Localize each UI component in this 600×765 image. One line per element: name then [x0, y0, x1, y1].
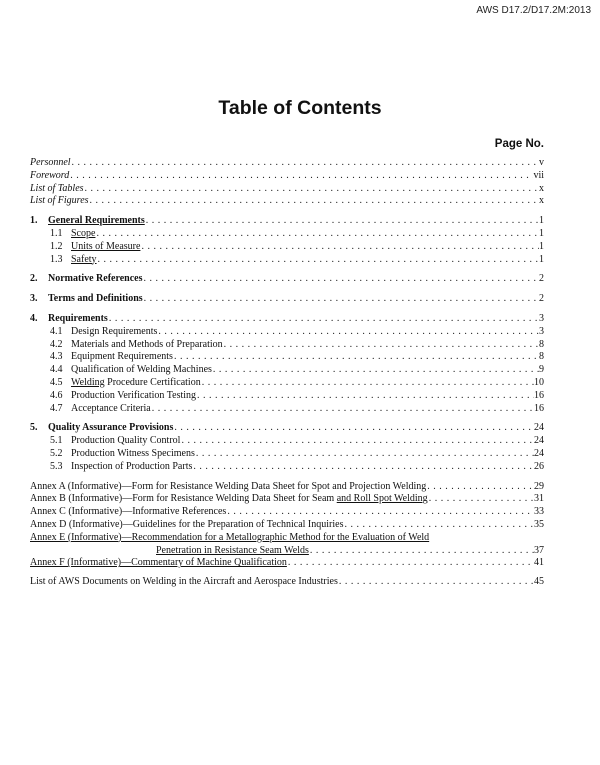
toc-subsection-4-2[interactable] [30, 339, 544, 352]
toc-list-of-aws-documents[interactable] [30, 576, 544, 589]
toc-entry-label: Annex A (Informative)—Form for Resistance Welding Data Sheet for Spot and Projection Welding [30, 480, 427, 492]
toc-annex-d[interactable] [30, 519, 544, 532]
dot-leader [145, 215, 539, 228]
subsection-number: 5.1 [50, 435, 63, 447]
toc-entry-label: Annex C (Informative)—Informative References [30, 506, 227, 518]
toc-entry-label-continued: Penetration in Resistance Seam Welds [156, 544, 309, 556]
dot-leader [212, 364, 539, 377]
section-number: 1. [30, 215, 38, 227]
section-title: Terms and Definitions [48, 293, 143, 305]
subsection-number: 5.3 [50, 460, 63, 472]
section-number: 4. [30, 312, 38, 324]
subsection-number: 5.2 [50, 447, 63, 459]
toc-entry-list-of-figures[interactable] [30, 195, 544, 208]
toc-entry-page: x [539, 182, 544, 194]
subsection-number: 4.2 [50, 338, 63, 350]
subsection-number: 4.1 [50, 325, 63, 337]
section-title: Quality Assurance Provisions [48, 422, 174, 434]
subsection-number: 4.5 [50, 376, 63, 388]
subsection-number: 1.1 [50, 227, 63, 239]
toc-subsection-4-4[interactable] [30, 364, 544, 377]
dot-leader [71, 157, 539, 170]
dot-leader [69, 170, 533, 183]
dot-leader [226, 506, 534, 519]
subsection-number: 1.2 [50, 240, 63, 252]
dot-leader [201, 377, 534, 390]
toc-annex-c[interactable] [30, 506, 544, 519]
toc-entry-page: 1 [539, 253, 544, 265]
subsection-number: 4.7 [50, 402, 63, 414]
toc-subsection-4-5[interactable] [30, 377, 544, 390]
toc-entry-page: 9 [539, 364, 544, 376]
dot-leader [223, 339, 539, 352]
subsection-title: Inspection of Production Parts [71, 460, 193, 472]
subsection-title: Production Verification Testing [71, 389, 197, 401]
dot-leader [426, 481, 534, 494]
dot-leader [309, 545, 534, 558]
toc-entry-label: Annex D (Informative)—Guidelines for the Preparation of Technical Inquiries [30, 518, 344, 530]
toc-entry-page: 26 [534, 460, 544, 472]
dot-leader [89, 195, 539, 208]
dot-leader [173, 422, 534, 435]
toc-subsection-4-6[interactable] [30, 390, 544, 403]
toc-subsection-1-3[interactable] [30, 254, 544, 267]
dot-leader [143, 293, 539, 306]
toc-entry-label: List of Figures [30, 195, 89, 207]
document-id-header: AWS D17.2/D17.2M:2013 [476, 5, 591, 16]
subsection-title: Acceptance Criteria [71, 402, 151, 414]
subsection-title: Safety [71, 253, 97, 265]
toc-entry-page: x [539, 195, 544, 207]
toc-entry-page: 45 [534, 576, 544, 588]
toc-subsection-5-2[interactable] [30, 448, 544, 461]
subsection-title: Design Requirements [71, 325, 158, 337]
subsection-title: Qualification of Welding Machines [71, 364, 212, 376]
toc-section-2[interactable] [30, 273, 544, 286]
dot-leader [143, 273, 540, 286]
toc-annex-f[interactable] [30, 557, 544, 570]
toc-entry-label-underlined: and Roll Spot Welding [336, 493, 428, 505]
toc-entry-page: 10 [534, 376, 544, 388]
toc-section-1[interactable] [30, 215, 544, 228]
toc-entry-page: 31 [534, 493, 544, 505]
toc-entry-label: Annex E (Informative)—Recommendation for a Metallographic Method for the Evaluation of Weld [30, 531, 430, 543]
toc-entry-page: 33 [534, 506, 544, 518]
dot-leader [140, 241, 539, 254]
toc-entry-page: 16 [534, 402, 544, 414]
toc-entry-label: List of Tables [30, 182, 84, 194]
toc-section-4[interactable] [30, 313, 544, 326]
toc-entry-label: Foreword [30, 169, 70, 181]
section-title: General Requirements [48, 215, 145, 227]
section-title: Requirements [48, 312, 108, 324]
toc-entry-page: 3 [539, 325, 544, 337]
toc-entry-page: 37 [534, 544, 544, 556]
toc-entry-label: List of AWS Documents on Welding in the Aircraft and Aerospace Industries [30, 576, 338, 588]
toc-subsection-4-1[interactable] [30, 326, 544, 339]
subsection-title: Materials and Methods of Preparation [71, 338, 223, 350]
subsection-title: Units of Measure [71, 240, 141, 252]
toc-entry-list-of-tables[interactable] [30, 183, 544, 196]
dot-leader [84, 183, 539, 196]
dot-leader [338, 576, 534, 589]
toc-subsection-5-1[interactable] [30, 435, 544, 448]
toc-section-3[interactable] [30, 293, 544, 306]
toc-entry-page: 1 [539, 240, 544, 252]
toc-entry-page: 24 [534, 447, 544, 459]
toc-entry-page: 8 [539, 338, 544, 350]
toc-entry-page: 8 [539, 351, 544, 363]
section-title: Normative References [48, 273, 143, 285]
dot-leader [180, 435, 534, 448]
dot-leader [428, 493, 534, 506]
dot-leader [157, 326, 539, 339]
toc-subsection-1-1[interactable] [30, 228, 544, 241]
toc-subsection-4-3[interactable] [30, 351, 544, 364]
dot-leader [95, 228, 539, 241]
subsection-title: Production Quality Control [71, 435, 181, 447]
toc-entry-page: 24 [534, 435, 544, 447]
toc-entry-page: 3 [539, 312, 544, 324]
toc-entry-foreword[interactable] [30, 170, 544, 183]
toc-entry-page: 2 [539, 273, 544, 285]
toc-subsection-5-3[interactable] [30, 461, 544, 474]
toc-entry-page: 29 [534, 480, 544, 492]
toc-entry-label: Annex B (Informative)—Form for Resistance Welding Data Sheet for Seam [30, 493, 337, 505]
table-of-contents [30, 157, 544, 589]
section-number: 2. [30, 273, 38, 285]
toc-annex-e[interactable] [30, 532, 544, 545]
toc-entry-label: Annex F (Informative)—Commentary of Machine Qualification [30, 557, 287, 569]
toc-entry-page: 16 [534, 389, 544, 401]
dot-leader [195, 448, 534, 461]
dot-leader [192, 461, 534, 474]
toc-annex-b[interactable] [30, 493, 544, 506]
toc-section-5[interactable] [30, 422, 544, 435]
toc-annex-e-continued[interactable] [30, 545, 544, 558]
subsection-number: 1.3 [50, 253, 63, 265]
dot-leader [173, 351, 539, 364]
dot-leader [151, 403, 534, 416]
subsection-number: 4.6 [50, 389, 63, 401]
toc-subsection-1-2[interactable] [30, 241, 544, 254]
toc-subsection-4-7[interactable] [30, 403, 544, 416]
subsection-title: Production Witness Specimens [71, 447, 195, 459]
dot-leader [196, 390, 534, 403]
toc-entry-page: 1 [539, 227, 544, 239]
toc-entry-page: 1 [539, 215, 544, 227]
dot-leader [97, 254, 539, 267]
toc-annex-a[interactable] [30, 481, 544, 494]
toc-entry-page: v [539, 157, 544, 168]
page-title: Table of Contents [218, 97, 382, 119]
page-no-heading: Page No. [494, 138, 544, 150]
toc-entry-page: 24 [534, 422, 544, 434]
subsection-title-underlined: Welding [71, 376, 105, 388]
subsection-number: 4.3 [50, 351, 63, 363]
toc-entry-page: 35 [534, 518, 544, 530]
subsection-title: Equipment Requirements [71, 351, 173, 363]
toc-entry-page: 2 [539, 293, 544, 305]
toc-entry-label: Personnel [30, 157, 71, 168]
subsection-title: Procedure Certification [104, 376, 201, 388]
subsection-number: 4.4 [50, 364, 63, 376]
dot-leader [343, 519, 534, 532]
section-number: 3. [30, 293, 38, 305]
subsection-title: Scope [71, 227, 96, 239]
dot-leader [108, 313, 539, 326]
section-number: 5. [30, 422, 38, 434]
toc-entry-page: vii [533, 169, 544, 181]
dot-leader [287, 557, 534, 570]
toc-entry-personnel[interactable] [30, 157, 544, 170]
toc-entry-page: 41 [534, 557, 544, 569]
